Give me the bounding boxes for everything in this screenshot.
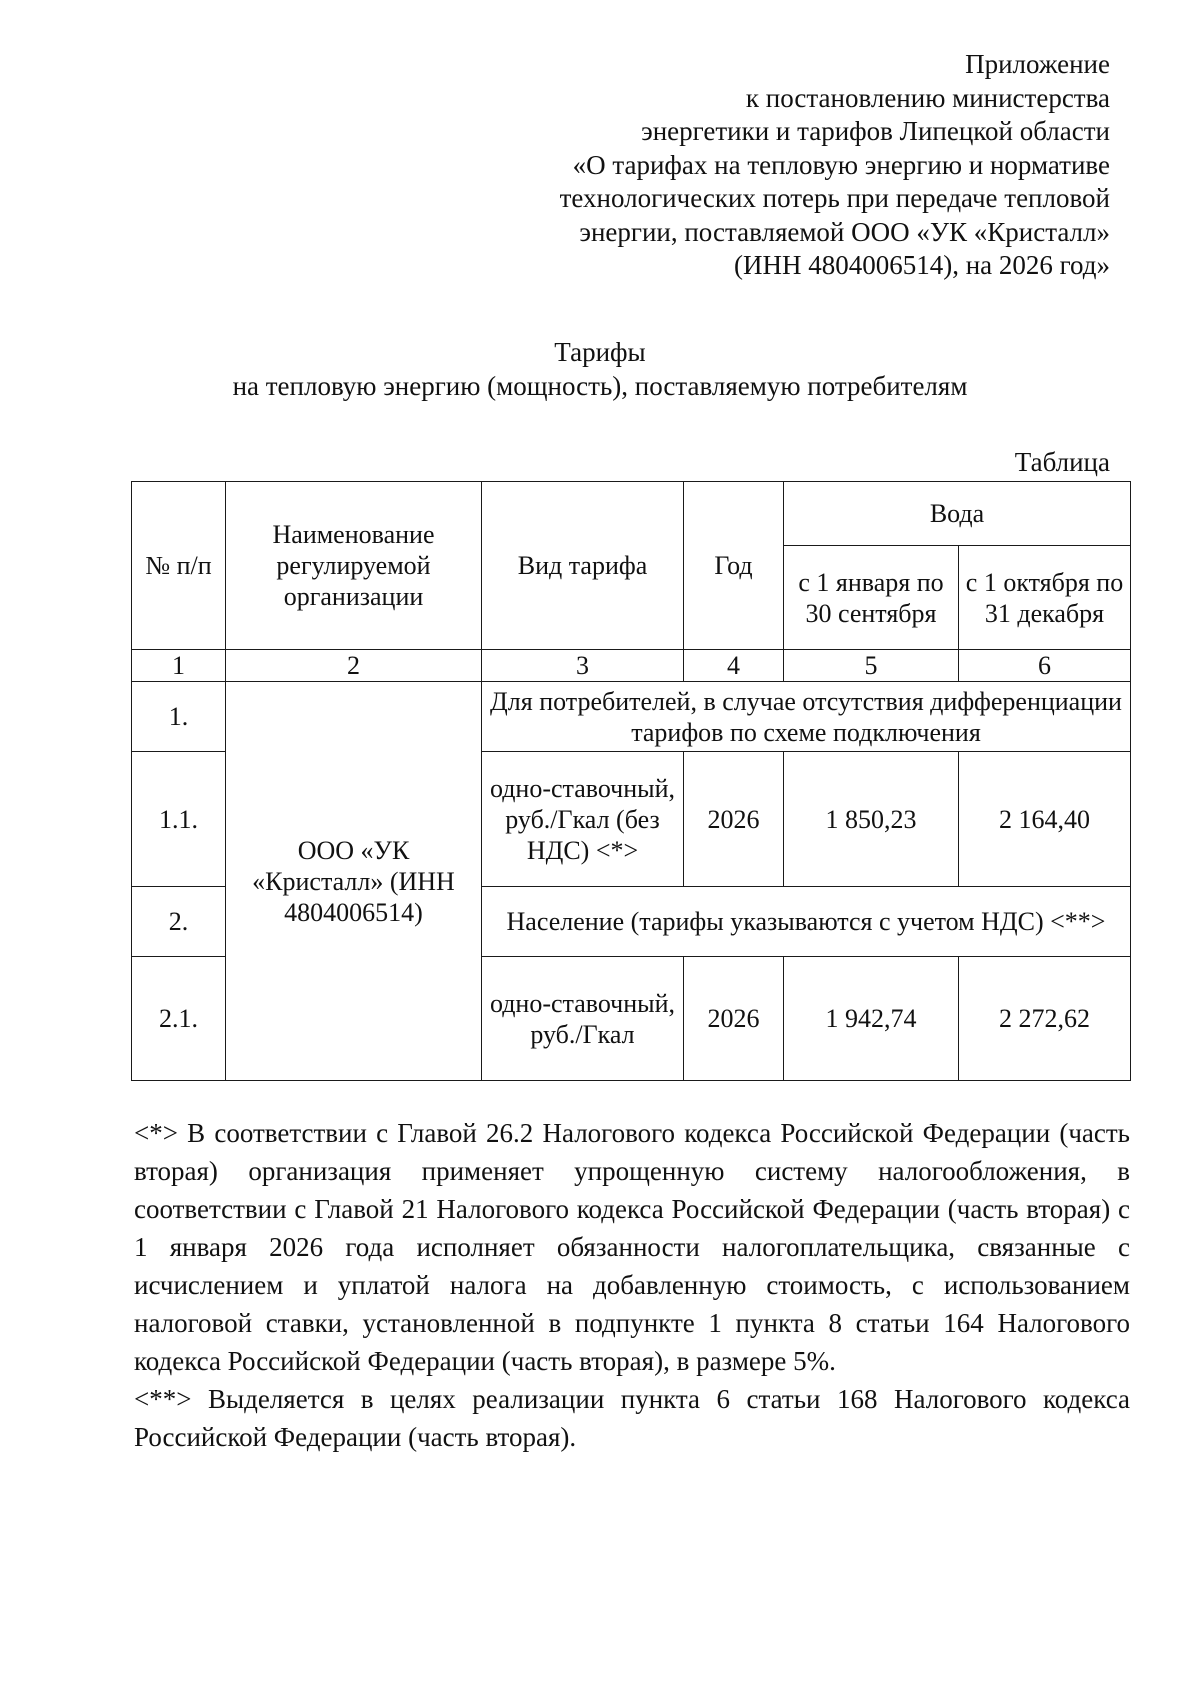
footnote-1: <*> В соответствии с Главой 26.2 Налогового кодекса Российской Федерации (часть вторая) организация применяет упрощенную систему налогообложения, в соответствии с Главой 21 Налогового кодекса Российской Федерации (часть вторая) с 1 января 2026 года исполняет обязанности налогоплательщика, связанные с исчислением и уплатой налога на добавленную стоимость, с использованием налоговой ставки, установленной в подпункте 1 пункта 8 статьи 164 Налогового кодекса Российской Федерации (часть вторая), в размере 5%. bbox=[134, 1118, 1130, 1376]
header-period-1: с 1 января по 30 сентября bbox=[784, 546, 959, 650]
header-num: № п/п bbox=[132, 482, 226, 650]
value-period-1: 1 942,74 bbox=[784, 957, 959, 1081]
header-row bbox=[132, 482, 1131, 546]
header-period-2: с 1 октября по 31 декабря bbox=[959, 546, 1131, 650]
appendix-line: энергии, поставляемой ООО «УК «Кристалл» bbox=[579, 216, 1110, 247]
col-number: 4 bbox=[684, 650, 784, 682]
tariff-type-cell: одно-ставочный, руб./Гкал bbox=[482, 957, 684, 1081]
document-title bbox=[0, 335, 1200, 403]
col-number: 3 bbox=[482, 650, 684, 682]
row-num: 2.1. bbox=[132, 957, 226, 1081]
value-period-1: 1 850,23 bbox=[784, 752, 959, 887]
appendix-line: технологических потерь при передаче тепловой bbox=[559, 183, 1110, 213]
row-num: 2. bbox=[132, 887, 226, 957]
footnotes bbox=[134, 1114, 1130, 1456]
tariff-table bbox=[131, 481, 1131, 1081]
table-row bbox=[132, 682, 1131, 752]
header-year: Год bbox=[684, 482, 784, 650]
title-main: Тарифы bbox=[554, 337, 646, 367]
appendix-line: «О тарифах на тепловую энергию и нормативе bbox=[572, 149, 1110, 180]
table-label: Таблица bbox=[1014, 447, 1110, 477]
tariff-type-cell: одно-ставочный, руб./Гкал (без НДС) <*> bbox=[482, 752, 684, 887]
value-period-2: 2 272,62 bbox=[959, 957, 1131, 1081]
section-heading: Население (тарифы указываются с учетом НДС) <**> bbox=[482, 887, 1131, 957]
section-heading: Для потребителей, в случае отсутствия дифференциации тарифов по схеме подключения bbox=[482, 682, 1131, 752]
appendix-header bbox=[560, 48, 1110, 283]
value-period-2: 2 164,40 bbox=[959, 752, 1131, 887]
header-tariff-type: Вид тарифа bbox=[482, 482, 684, 650]
row-num: 1.1. bbox=[132, 752, 226, 887]
col-number: 1 bbox=[132, 650, 226, 682]
col-number: 6 bbox=[959, 650, 1131, 682]
header-org: Наименование регулируемой организации bbox=[226, 482, 482, 650]
appendix-line: энергетики и тарифов Липецкой области bbox=[641, 116, 1110, 146]
col-number: 2 bbox=[226, 650, 482, 682]
col-number: 5 bbox=[784, 650, 959, 682]
appendix-line: к постановлению министерства bbox=[745, 82, 1110, 113]
appendix-line: Приложение bbox=[965, 49, 1110, 79]
footnote-2: <**> Выделяется в целях реализации пункта 6 статьи 168 Налогового кодекса Российской Федерации (часть вторая). bbox=[134, 1384, 1130, 1452]
appendix-line: (ИНН 4804006514), на 2026 год» bbox=[733, 250, 1110, 280]
year-cell: 2026 bbox=[684, 957, 784, 1081]
title-subtitle: на тепловую энергию (мощность), поставляемую потребителям bbox=[232, 371, 968, 401]
row-num: 1. bbox=[132, 682, 226, 752]
header-water: Вода bbox=[784, 482, 1131, 546]
org-name: ООО «УК «Кристалл» (ИНН 4804006514) bbox=[226, 682, 482, 1081]
column-numbers-row bbox=[132, 650, 1131, 682]
year-cell: 2026 bbox=[684, 752, 784, 887]
